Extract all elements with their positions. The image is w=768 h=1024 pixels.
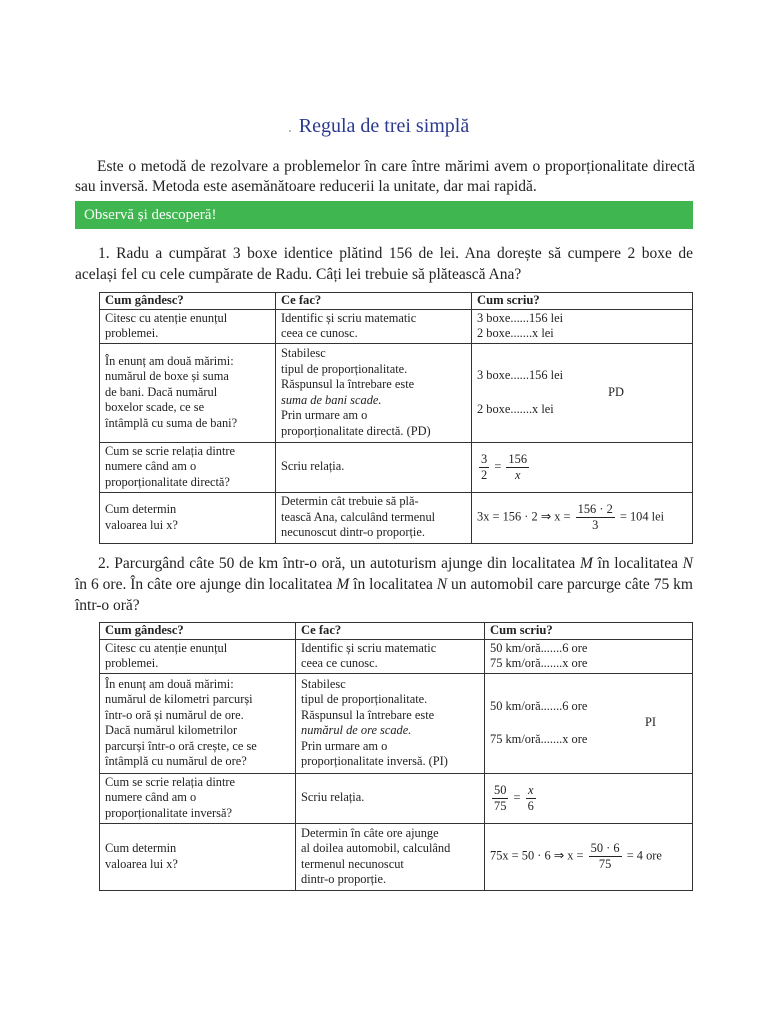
- cell-write: 75x = 50 · 6 ⇒ x = $\frac{50 \cdot 6}{75}$ = 4 ore: [485, 823, 693, 890]
- header-do: Ce fac?: [296, 623, 485, 640]
- cell-think: În enunț am două mărimi: numărul de boxe și suma de bani. Dacă numărul boxelor scade, ce se întâmplă cu suma de bani?: [100, 343, 276, 442]
- problem-2-table: [99, 622, 693, 891]
- table-header-row: [100, 623, 693, 640]
- cell-write: $\frac{50}{75}$ = $\frac{x}{6}$: [485, 773, 693, 823]
- table-row: [100, 673, 693, 773]
- fraction: $\frac{x}{6}$: [527, 782, 534, 813]
- problem-2-text: 2. Parcurgând câte 50 de km într-o oră, un autoturism ajunge din localitatea M în localitatea N în 6 ore. În câte ore ajunge din localitatea M în localitatea N un automobil care parcurge câte 75 km într-o oră?: [75, 555, 693, 614]
- cell-do: Determin în câte ore ajunge al doilea automobil, calculând termenul necunoscut dintr-o proporție.: [296, 823, 485, 890]
- fraction: $\frac{50}{75}$: [494, 782, 507, 813]
- table-row: [100, 309, 693, 343]
- cell-think: Cum determin valoarea lui x?: [100, 492, 276, 543]
- cell-do: Scriu relația.: [296, 773, 485, 823]
- cell-write: 50 km/oră.......6 ore 75 km/oră.......x ore PI: [485, 673, 693, 773]
- proportionality-tag: PI: [644, 715, 656, 729]
- table-row: [100, 639, 693, 673]
- intro-paragraph: Este o metodă de rezolvare a problemelor în care între mărimi avem o proporționalitate directă sau inversă. Metoda este asemănătoare reducerii la unitate, dar mai rapidă.: [75, 158, 695, 195]
- table-row: [100, 343, 693, 442]
- table-row: [100, 773, 693, 823]
- table-row: [100, 823, 693, 890]
- cell-do: Stabilesc tipul de proporționalitate. Răspunsul la întrebare este suma de bani scade. Prin urmare am o proporționalitate directă. (PD): [276, 343, 472, 442]
- cell-think: Citesc cu atenție enunțul problemei.: [100, 309, 276, 343]
- cell-think: Citesc cu atenție enunțul problemei.: [100, 639, 296, 673]
- cell-write: 3 boxe......156 lei 2 boxe.......x lei: [472, 309, 693, 343]
- table-header-row: [100, 293, 693, 310]
- fraction: $\frac{156}{x}$: [508, 451, 528, 482]
- problem-1-table: [99, 292, 693, 544]
- fraction: $\frac{3}{2}$: [481, 451, 488, 482]
- header-do: Ce fac?: [276, 293, 472, 310]
- cell-do: Determin cât trebuie să plă- tească Ana, calculând termenul necunoscut dintr-o proporție.: [276, 492, 472, 543]
- cell-write: $\frac{3}{2}$ = $\frac{156}{x}$: [472, 442, 693, 492]
- proportionality-tag: PD: [608, 384, 624, 399]
- cell-do: Identific și scriu matematic ceea ce cunosc.: [276, 309, 472, 343]
- header-think: Cum gândesc?: [100, 293, 276, 310]
- cell-write: 50 km/oră.......6 ore 75 km/oră.......x ore: [485, 639, 693, 673]
- cell-think: În enunț am două mărimi: numărul de kilometri parcurși într-o oră și numărul de ore. Dacă numărul kilometrilor parcurși într-o oră crește, ce se întâmplă cu numărul de ore?: [100, 673, 296, 773]
- cell-do: Identific și scriu matematic ceea ce cunosc.: [296, 639, 485, 673]
- fraction: $\frac{156 \cdot 2}{3}$: [577, 502, 613, 532]
- cell-write: 3x = 156 · 2 ⇒ x = $\frac{156 \cdot 2}{3}$ = 104 lei: [472, 492, 693, 543]
- table-row: [100, 442, 693, 492]
- header-think: Cum gândesc?: [100, 623, 296, 640]
- page-title: Regula de trei simplă: [298, 115, 470, 137]
- cell-do: Stabilesc tipul de proporționalitate. Răspunsul la întrebare este numărul de ore scade. Prin urmare am o proporționalitate inversă. (PI): [296, 673, 485, 773]
- cell-think: Cum se scrie relația dintre numere când am o proporționalitate inversă?: [100, 773, 296, 823]
- section-banner: Observă și descoperă!: [75, 201, 693, 229]
- header-write: Cum scriu?: [485, 623, 693, 640]
- cell-do: Scriu relația.: [276, 442, 472, 492]
- cell-write: 3 boxe......156 lei 2 boxe.......x lei PD: [472, 343, 693, 442]
- fraction: $\frac{50 \cdot 6}{75}$: [590, 841, 620, 871]
- cell-think: Cum determin valoarea lui x?: [100, 823, 296, 890]
- table-row: [100, 492, 693, 543]
- cell-think: Cum se scrie relația dintre numere când am o proporționalitate directă?: [100, 442, 276, 492]
- header-write: Cum scriu?: [472, 293, 693, 310]
- problem-1-text: 1. Radu a cumpărat 3 boxe identice plătind 156 de lei. Ana dorește să cumpere 2 boxe de același fel cu cele cumpărate de Radu. Câți lei trebuie să plătească Ana?: [75, 245, 693, 283]
